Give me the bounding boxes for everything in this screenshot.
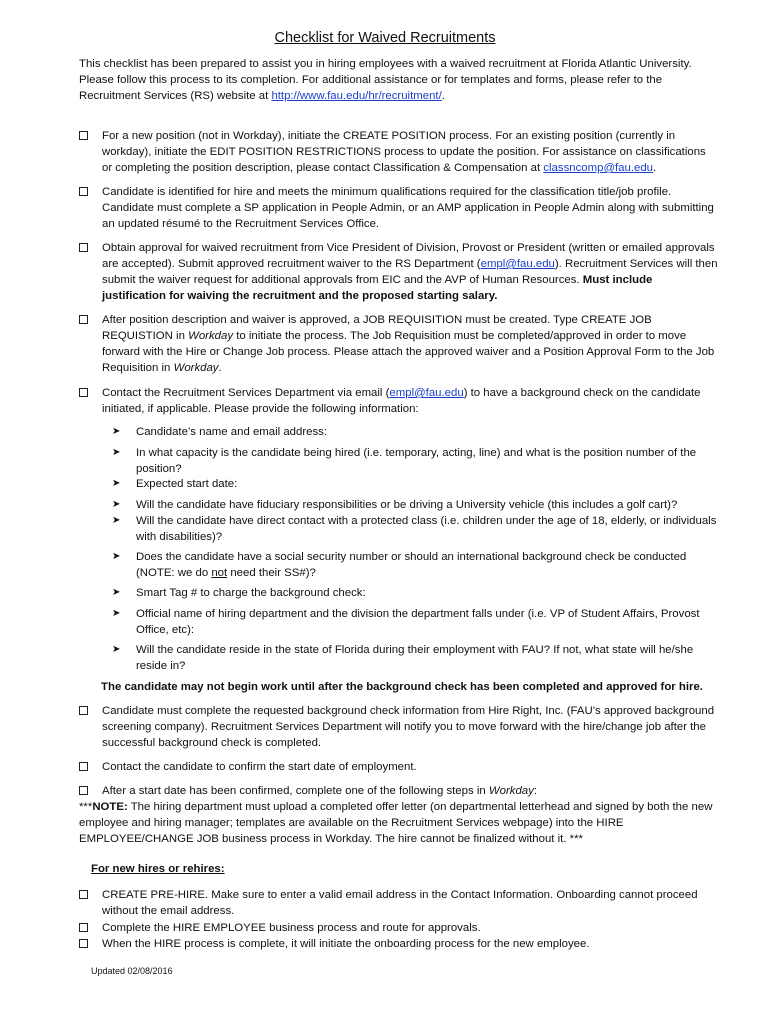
item-text-end: : xyxy=(533,785,537,797)
item-text: Candidate must complete the requested background check information from Hire Right, Inc. (FAU’s approved background screening company). Recruitment Services Department will notify you to move forward with the hire/change job after the successful background check is completed. xyxy=(102,705,715,749)
arrow-bullet-icon: ➤ xyxy=(112,426,121,437)
arrow-bullet-icon: ➤ xyxy=(112,478,121,489)
arrow-bullet-icon: ➤ xyxy=(112,447,121,458)
item-text-cont: to initiate the process. The Job Requisition must be completed/approved in order to move forward with the Hire or Change Job process. Please attach the approved waiver and a Position Approval Form to the Job Requisition in xyxy=(102,330,715,374)
note-label: NOTE: xyxy=(92,801,128,813)
sub-item-text: Official name of hiring department and the division the department falls under (i.e. VP of Student Affairs, Provost Office, etc): xyxy=(136,608,700,636)
page-title: Checklist for Waived Recruitments xyxy=(274,30,496,46)
checklist-item-waiver-approval xyxy=(79,240,719,304)
item-text: Contact the candidate to confirm the start date of employment. xyxy=(102,761,417,773)
arrow-bullet-icon: ➤ xyxy=(112,644,121,655)
item-text-cont: ) to have a background check on the candidate initiated, if applicable. Please provide the following information: xyxy=(102,387,701,415)
checklist-item-background-check xyxy=(79,385,719,417)
sub-item-residence xyxy=(112,642,717,674)
sub-item-text: Smart Tag # to charge the background check: xyxy=(136,587,366,599)
workday-emphasis: Workday xyxy=(488,785,534,797)
sub-item-text: Will the candidate reside in the state of Florida during their employment with FAU? If not, what state will he/she reside in? xyxy=(136,644,694,672)
checklist-item-hire-employee xyxy=(79,920,719,936)
intro-end: . xyxy=(441,90,445,102)
checkbox[interactable] xyxy=(79,939,88,948)
sub-item-text: Expected start date: xyxy=(136,478,238,490)
empl-email-link[interactable]: empl@fau.edu xyxy=(389,387,464,399)
sub-item-candidate-name xyxy=(112,424,717,440)
arrow-bullet-icon: ➤ xyxy=(112,587,121,598)
sub-item-text: Does the candidate have a social security number or should an international background check be conducted (NOTE: we do xyxy=(136,551,687,579)
checklist-item-job-requisition xyxy=(79,312,719,376)
sub-item-text: In what capacity is the candidate being hired (i.e. temporary, acting, line) and what is the position number of the position? xyxy=(136,447,697,475)
checkbox[interactable] xyxy=(79,243,88,252)
item-text: When the HIRE process is complete, it will initiate the onboarding process for the new employee. xyxy=(102,938,590,950)
workday-emphasis: Workday xyxy=(188,330,234,342)
sub-item-text: Will the candidate have direct contact with a protected class (i.e. children under the age of 18, elderly, or individuals with disabilities)? xyxy=(136,515,717,543)
checklist-item-create-pre-hire xyxy=(79,887,719,919)
empl-email-link[interactable]: empl@fau.edu xyxy=(480,258,555,270)
sub-item-capacity xyxy=(112,445,717,477)
checkbox[interactable] xyxy=(79,388,88,397)
checklist-item-candidate-identified xyxy=(79,184,719,232)
sub-item-ssn xyxy=(112,549,717,581)
arrow-bullet-icon: ➤ xyxy=(112,551,121,562)
sub-item-start-date xyxy=(112,476,717,492)
item-text-end: . xyxy=(218,362,222,374)
workday-emphasis: Workday xyxy=(173,362,219,374)
item-text: Candidate is identified for hire and meets the minimum qualifications required for the classification title/job profile. Candidate must complete a SP application in People Admin, or an AMP application in People Admin along with submitting an updated résumé to the Recruitment Services Office. xyxy=(102,186,714,230)
intro-paragraph xyxy=(79,56,719,104)
arrow-bullet-icon: ➤ xyxy=(112,499,121,510)
item-text: Contact the Recruitment Services Department via email ( xyxy=(102,387,390,399)
recruitment-website-link[interactable]: http://www.fau.edu/hr/recruitment/ xyxy=(271,90,442,102)
sub-item-smart-tag xyxy=(112,585,717,601)
checkbox[interactable] xyxy=(79,923,88,932)
item-text: Obtain approval for waived recruitment from Vice President of Division, Provost or President (written or emailed approvals are accepted). Submit approved recruitment waiver to the RS Department ( xyxy=(102,242,715,270)
checkbox[interactable] xyxy=(79,786,88,795)
checklist-item-workday-steps xyxy=(79,783,719,799)
sub-item-text-end: need their SS#)? xyxy=(227,567,316,579)
sub-item-department xyxy=(112,606,717,638)
item-text-cont: ). Recruitment Services will then submit the waiver request for additional approvals from EIC and the AVP of Human Resources. xyxy=(102,258,718,286)
new-hires-heading: For new hires or rehires: xyxy=(91,863,225,875)
sub-item-text: Candidate’s name and email address: xyxy=(136,426,328,438)
item-bold-requirement: Must include justification for waiving the recruitment and the proposed starting salary. xyxy=(102,274,653,302)
classncomp-email-link[interactable]: classncomp@fau.edu xyxy=(543,162,654,174)
checkbox[interactable] xyxy=(79,187,88,196)
checklist-item-onboarding xyxy=(79,936,719,952)
updated-date-footer: Updated 02/08/2016 xyxy=(91,966,173,976)
checklist-item-hireright xyxy=(79,703,719,751)
checkbox[interactable] xyxy=(79,131,88,140)
checklist-item-create-position xyxy=(79,128,719,176)
note-text: The hiring department must upload a completed offer letter (on departmental letterhead and signed by both the new employee and hiring manager; templates are available on the Recruitment Services webpage) into the HIRE EMPLOYEE/CHANGE JOB business process in Workday. The hire cannot be finalized without it. *** xyxy=(79,801,713,845)
item-text: After a start date has been confirmed, complete one of the following steps in xyxy=(102,785,489,797)
checkbox[interactable] xyxy=(79,315,88,324)
item-text: After position description and waiver is approved, a JOB REQUISITION must be created. Type CREATE JOB REQUISTION in xyxy=(102,314,652,342)
item-text: Complete the HIRE EMPLOYEE business process and route for approvals. xyxy=(102,922,481,934)
sub-item-text: Will the candidate have fiduciary responsibilities or be driving a University vehicle (this includes a golf cart)? xyxy=(136,499,678,511)
checklist-item-confirm-start-date xyxy=(79,759,719,775)
checkbox[interactable] xyxy=(79,762,88,771)
underlined-not: not xyxy=(211,567,228,579)
item-text-end: . xyxy=(653,162,657,174)
item-text: CREATE PRE-HIRE. Make sure to enter a valid email address in the Contact Information. Onboarding cannot proceed without the email address. xyxy=(102,889,698,917)
sub-item-protected-class xyxy=(112,513,717,545)
checkbox[interactable] xyxy=(79,890,88,899)
arrow-bullet-icon: ➤ xyxy=(112,608,121,619)
arrow-bullet-icon: ➤ xyxy=(112,515,121,526)
sub-item-fiduciary xyxy=(112,497,717,513)
intro-text: This checklist has been prepared to assist you in hiring employees with a waived recruitment at Florida Atlantic University. Please follow this process to its completion. For additional assistance or for templates and forms, please refer to the Recruitment Services (RS) website at xyxy=(79,58,692,102)
offer-letter-note xyxy=(79,799,719,847)
note-prefix: *** xyxy=(79,801,93,813)
background-check-warning: The candidate may not begin work until after the background check has been completed and approved for hire. xyxy=(101,681,703,693)
checkbox[interactable] xyxy=(79,706,88,715)
item-text: For a new position (not in Workday), initiate the CREATE POSITION process. For an existing position (currently in workday), initiate the EDIT POSITION RESTRICTIONS process to update the position. For assistance on classifications or completing the position description, please contact Classification & Compensation at xyxy=(102,130,706,174)
